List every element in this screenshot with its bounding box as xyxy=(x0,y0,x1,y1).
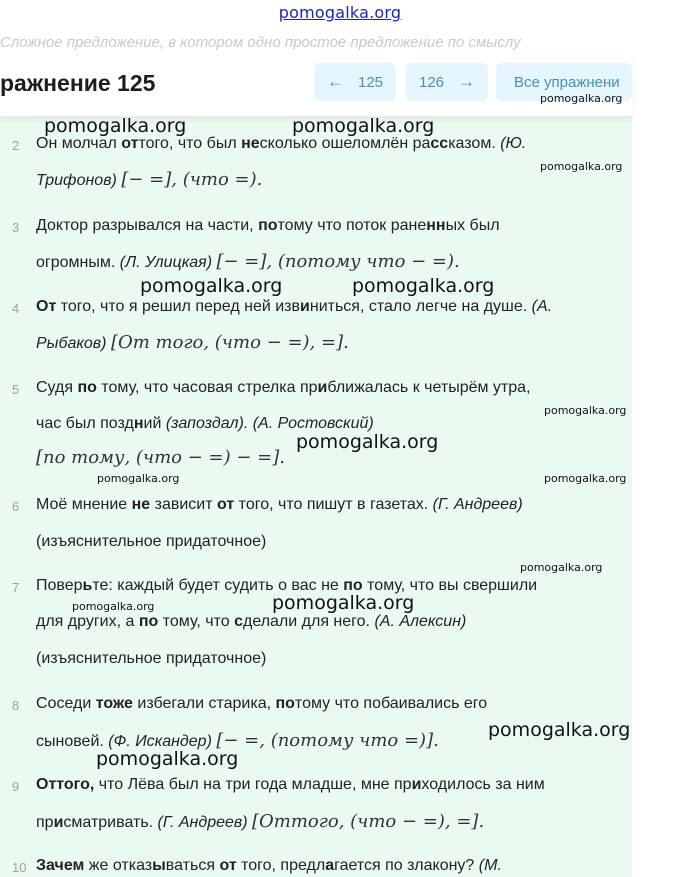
item-6-line-1: Моё мнение не зависит от того, что пишут в газетах. (Г. Андреев) xyxy=(36,496,523,513)
watermark: pomogalka.org xyxy=(488,719,631,741)
item-number: 5 xyxy=(12,382,20,397)
watermark: pomogalka.org xyxy=(72,600,155,613)
watermark: pomogalka.org xyxy=(352,275,495,297)
syntax-scheme: [по тому, (что − =) − =]. xyxy=(36,447,285,468)
item-8-line-1: Соседи тоже избегали старика, потому что побаивались его xyxy=(36,695,488,712)
watermark: pomogalka.org xyxy=(272,592,415,614)
item-2-line-2: Трифонов) [− =], (что =). xyxy=(36,169,263,190)
watermark: pomogalka.org xyxy=(296,431,439,453)
item-4-line-2: Рыбаков) [От того, (что − =), =]. xyxy=(36,332,349,353)
item-3-line-2: огромным. (Л. Улицкая) [− =], (потому что − =). xyxy=(36,251,460,272)
item-number: 8 xyxy=(12,698,20,713)
watermark: pomogalka.org xyxy=(96,748,239,770)
exercise-header xyxy=(0,54,632,117)
all-exercises-label: Все упражнени xyxy=(514,73,620,91)
watermark: pomogalka.org xyxy=(97,472,180,485)
item-2-line-1: Он молчал оттого, что был несколько ошеломлён рассказом. (Ю. xyxy=(36,135,527,152)
item-9-line-2: присматривать. (Г. Андреев) [Оттого, (что − =), =]. xyxy=(36,811,485,832)
syntax-scheme: [− =, (потому что =)]. xyxy=(216,730,439,751)
syntax-scheme: [Оттого, (что − =), =]. xyxy=(252,811,485,832)
item-number: 2 xyxy=(12,138,20,153)
next-exercise-button[interactable] xyxy=(406,63,488,101)
item-number: 3 xyxy=(12,220,20,235)
prev-exercise-button[interactable] xyxy=(314,63,396,101)
watermark: pomogalka.org xyxy=(540,160,623,173)
syntax-scheme: [− =], (что =). xyxy=(121,169,263,190)
item-5-line-2: час был поздний (запоздал). (А. Ростовский) xyxy=(36,415,374,432)
watermark: pomogalka.org xyxy=(140,275,283,297)
item-9-line-1: Оттого, что Лёва был на три года младше, мне приходилось за ним xyxy=(36,776,545,793)
item-number: 9 xyxy=(12,779,20,794)
item-5-line-1: Судя по тому, что часовая стрелка приближалась к четырём утра, xyxy=(36,379,531,396)
watermark: pomogalka.org xyxy=(544,472,627,485)
item-number: 4 xyxy=(12,301,20,316)
item-8-line-2: сыновей. (Ф. Искандер) [− =, (потому что =)]. xyxy=(36,730,439,751)
arrow-left-icon: ← xyxy=(326,72,344,91)
item-7-line-3: (изъяснительное придаточное) xyxy=(36,650,267,667)
item-number: 10 xyxy=(12,860,27,875)
item-6-line-2: (изъяснительное придаточное) xyxy=(36,533,267,550)
item-10-line-1: Зачем же отказываться от того, предлагается по злакону? (М. xyxy=(36,857,502,874)
prev-exercise-label: 125 xyxy=(357,73,384,91)
item-7-line-1: Поверьте: каждый будет судить о вас не по тому, что вы свершили xyxy=(36,577,538,594)
watermark: pomogalka.org xyxy=(44,115,187,137)
watermark: pomogalka.org xyxy=(520,561,603,574)
arrow-right-icon: → xyxy=(458,72,476,91)
item-number: 6 xyxy=(12,499,20,514)
watermark: pomogalka.org xyxy=(540,92,623,105)
exercise-title: ражнение 125 xyxy=(0,70,156,96)
exercise-panel xyxy=(0,54,632,877)
item-number: 7 xyxy=(12,580,20,595)
site-watermark-top[interactable]: pomogalka.org xyxy=(278,3,402,22)
item-7-line-2: для других, а по тому, что сделали для него. (А. Алексин) xyxy=(36,613,467,630)
item-5-line-3 xyxy=(36,447,285,468)
item-3-line-1: Доктор разрывался на части, потому что поток раненных был xyxy=(36,217,500,234)
watermark: pomogalka.org xyxy=(292,115,435,137)
watermark: pomogalka.org xyxy=(544,404,627,417)
syntax-scheme: [От того, (что − =), =]. xyxy=(110,332,349,353)
syntax-scheme: [− =], (потому что − =). xyxy=(216,251,460,272)
next-exercise-label: 126 xyxy=(418,73,445,91)
faded-definition-text: Сложное предложение, в котором одно простое предложение по смыслу xyxy=(0,34,521,51)
item-4-line-1: От того, что я решил перед ней извиниться, стало легче на душе. (А. xyxy=(36,298,553,315)
